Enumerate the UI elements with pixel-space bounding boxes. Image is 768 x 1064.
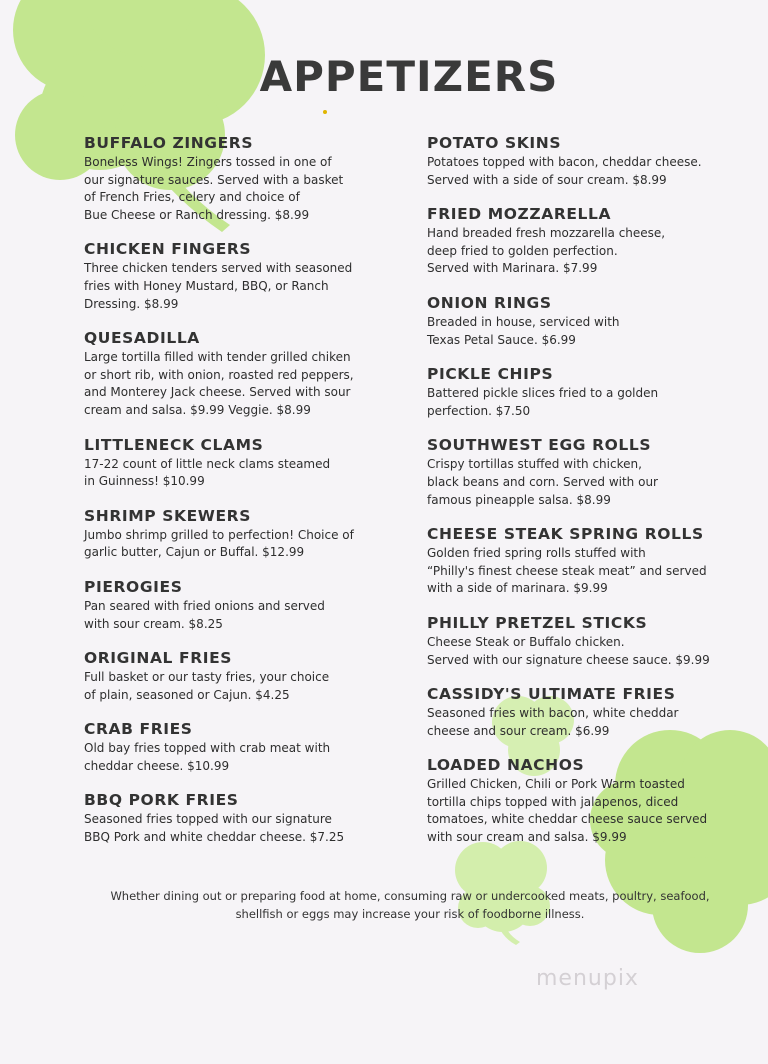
- description-line: 17-22 count of little neck clams steamed: [84, 456, 331, 471]
- menu-item-name: SOUTHWEST EGG ROLLS: [427, 436, 652, 455]
- menu-item-description: [84, 260, 384, 313]
- description-line: or short rib, with onion, roasted red peppers,: [84, 367, 354, 382]
- description-line: BBQ Pork and white cheddar cheese. $7.25: [84, 830, 345, 845]
- description-line: our signature sauces. Served with a basket: [84, 172, 344, 187]
- right-column: [427, 134, 737, 863]
- menu-item: [84, 507, 384, 562]
- description-line: cheddar cheese. $10.99: [84, 758, 230, 773]
- menu-item-name: CHICKEN FINGERS: [84, 240, 252, 259]
- menu-item: [427, 756, 737, 846]
- menu-item-description: [84, 811, 384, 846]
- description-line: and Monterey Jack cheese. Served with sour: [84, 385, 351, 400]
- menu-item-name: PHILLY PRETZEL STICKS: [427, 613, 648, 632]
- menu-item-name: SHRIMP SKEWERS: [84, 506, 251, 525]
- description-line: Grilled Chicken, Chili or Pork Warm toasted: [427, 777, 685, 792]
- description-line: Full basket or our tasty fries, your choice: [84, 670, 330, 685]
- description-line: Golden fried spring rolls stuffed with: [427, 546, 646, 561]
- menu-item-name: LOADED NACHOS: [427, 756, 585, 775]
- description-line: Dressing. $8.99: [84, 296, 179, 311]
- menu-item: [427, 525, 737, 598]
- menu-item-name: ORIGINAL FRIES: [84, 649, 233, 668]
- menu-item-description: [84, 527, 384, 562]
- disclaimer-line: Whether dining out or preparing food at home, consuming raw or undercooked meats, poultry, seafood,: [110, 889, 710, 903]
- description-line: Bue Cheese or Ranch dressing. $8.99: [84, 207, 310, 222]
- description-line: with sour cream and salsa. $9.99: [427, 830, 627, 845]
- menu-item-description: [84, 349, 384, 419]
- menu-item: [427, 436, 737, 509]
- description-line: of plain, seasoned or Cajun. $4.25: [84, 687, 290, 702]
- menu-item-description: [427, 456, 737, 509]
- description-line: Seasoned fries topped with our signature: [84, 812, 332, 827]
- disclaimer-line: shellfish or eggs may increase your risk of foodborne illness.: [235, 907, 585, 921]
- menu-item-description: [84, 456, 384, 491]
- menu-item: [84, 240, 384, 313]
- menu-item: [427, 134, 737, 189]
- left-column: [84, 134, 384, 863]
- menu-item: [427, 294, 737, 349]
- description-line: Hand breaded fresh mozzarella cheese,: [427, 226, 666, 241]
- menu-item-name: CHEESE STEAK SPRING ROLLS: [427, 525, 704, 544]
- description-line: Battered pickle slices fried to a golden: [427, 386, 659, 401]
- description-line: tomatoes, white cheddar cheese sauce served: [427, 812, 708, 827]
- menu-item-name: CRAB FRIES: [84, 720, 193, 739]
- menu-item: [84, 134, 384, 224]
- menu-item-name: BBQ PORK FRIES: [84, 791, 239, 810]
- page-title: APPETIZERS: [259, 52, 559, 101]
- menu-item-description: [427, 634, 737, 669]
- description-line: in Guinness! $10.99: [84, 474, 205, 489]
- menu-item-name: LITTLENECK CLAMS: [84, 435, 264, 454]
- description-line: Seasoned fries with bacon, white cheddar: [427, 706, 679, 721]
- description-line: Crispy tortillas stuffed with chicken,: [427, 457, 642, 472]
- menu-item-name: PIEROGIES: [84, 577, 183, 596]
- menu-item-description: [427, 314, 737, 349]
- description-line: perfection. $7.50: [427, 403, 531, 418]
- menu-item-description: [84, 669, 384, 704]
- menu-item: [427, 205, 737, 278]
- description-line: cream and salsa. $9.99 Veggie. $8.99: [84, 402, 311, 417]
- menu-item-description: [84, 154, 384, 224]
- description-line: Potatoes topped with bacon, cheddar cheese.: [427, 155, 702, 169]
- menu-item-description: [427, 154, 737, 189]
- description-line: Served with a side of sour cream. $8.99: [427, 172, 667, 187]
- menu-item: [84, 329, 384, 419]
- description-line: Boneless Wings! Zingers tossed in one of: [84, 155, 332, 169]
- description-line: Served with Marinara. $7.99: [427, 261, 598, 276]
- menu-item-name: ONION RINGS: [427, 293, 552, 312]
- menu-item-description: [427, 385, 737, 420]
- menu-item-description: [84, 740, 384, 775]
- description-line: fries with Honey Mustard, BBQ, or Ranch: [84, 278, 329, 293]
- description-line: Three chicken tenders served with seasoned: [84, 261, 353, 276]
- description-line: Texas Petal Sauce. $6.99: [427, 332, 576, 347]
- menu-item: [84, 791, 384, 846]
- description-line: garlic butter, Cajun or Buffal. $12.99: [84, 545, 305, 560]
- description-line: cheese and sour cream. $6.99: [427, 723, 610, 738]
- description-line: Large tortilla filled with tender grilled chiken: [84, 350, 351, 365]
- description-line: Breaded in house, serviced with: [427, 314, 620, 329]
- menu-item-name: POTATO SKINS: [427, 134, 562, 152]
- menu-item-description: [84, 598, 384, 633]
- description-line: Jumbo shrimp grilled to perfection! Choice of: [84, 527, 354, 542]
- description-line: deep fried to golden perfection.: [427, 243, 618, 258]
- menu-item: [427, 365, 737, 420]
- description-line: famous pineapple salsa. $8.99: [427, 492, 611, 507]
- menu-item: [84, 720, 384, 775]
- menu-item: [84, 436, 384, 491]
- description-line: Pan seared with fried onions and served: [84, 598, 325, 613]
- menu-item-name: CASSIDY'S ULTIMATE FRIES: [427, 685, 676, 704]
- menu-item-name: FRIED MOZZARELLA: [427, 205, 612, 224]
- foodborne-illness-disclaimer: [100, 887, 720, 923]
- description-line: tortilla chips topped with jalapenos, diced: [427, 794, 679, 809]
- menu-item: [84, 578, 384, 633]
- menu-item-description: [427, 225, 737, 278]
- description-line: of French Fries, celery and choice of: [84, 190, 300, 205]
- menu-item: [427, 685, 737, 740]
- description-line: “Philly's finest cheese steak meat” and served: [427, 563, 707, 578]
- description-line: with a side of marinara. $9.99: [427, 581, 608, 596]
- menu-item-description: [427, 776, 737, 846]
- menu-item: [427, 614, 737, 669]
- menu-item-name: PICKLE CHIPS: [427, 365, 554, 384]
- description-line: Served with our signature cheese sauce. $9.99: [427, 652, 710, 667]
- menu-item-description: [427, 705, 737, 740]
- watermark: menupix: [536, 966, 639, 991]
- description-line: with sour cream. $8.25: [84, 616, 223, 631]
- menu-item-name: BUFFALO ZINGERS: [84, 134, 254, 152]
- description-line: black beans and corn. Served with our: [427, 474, 658, 489]
- description-line: Cheese Steak or Buffalo chicken.: [427, 634, 625, 649]
- menu-item: [84, 649, 384, 704]
- decorative-dot: [323, 110, 327, 114]
- description-line: Old bay fries topped with crab meat with: [84, 741, 331, 756]
- menu-item-name: QUESADILLA: [84, 329, 200, 348]
- menu-item-description: [427, 545, 737, 598]
